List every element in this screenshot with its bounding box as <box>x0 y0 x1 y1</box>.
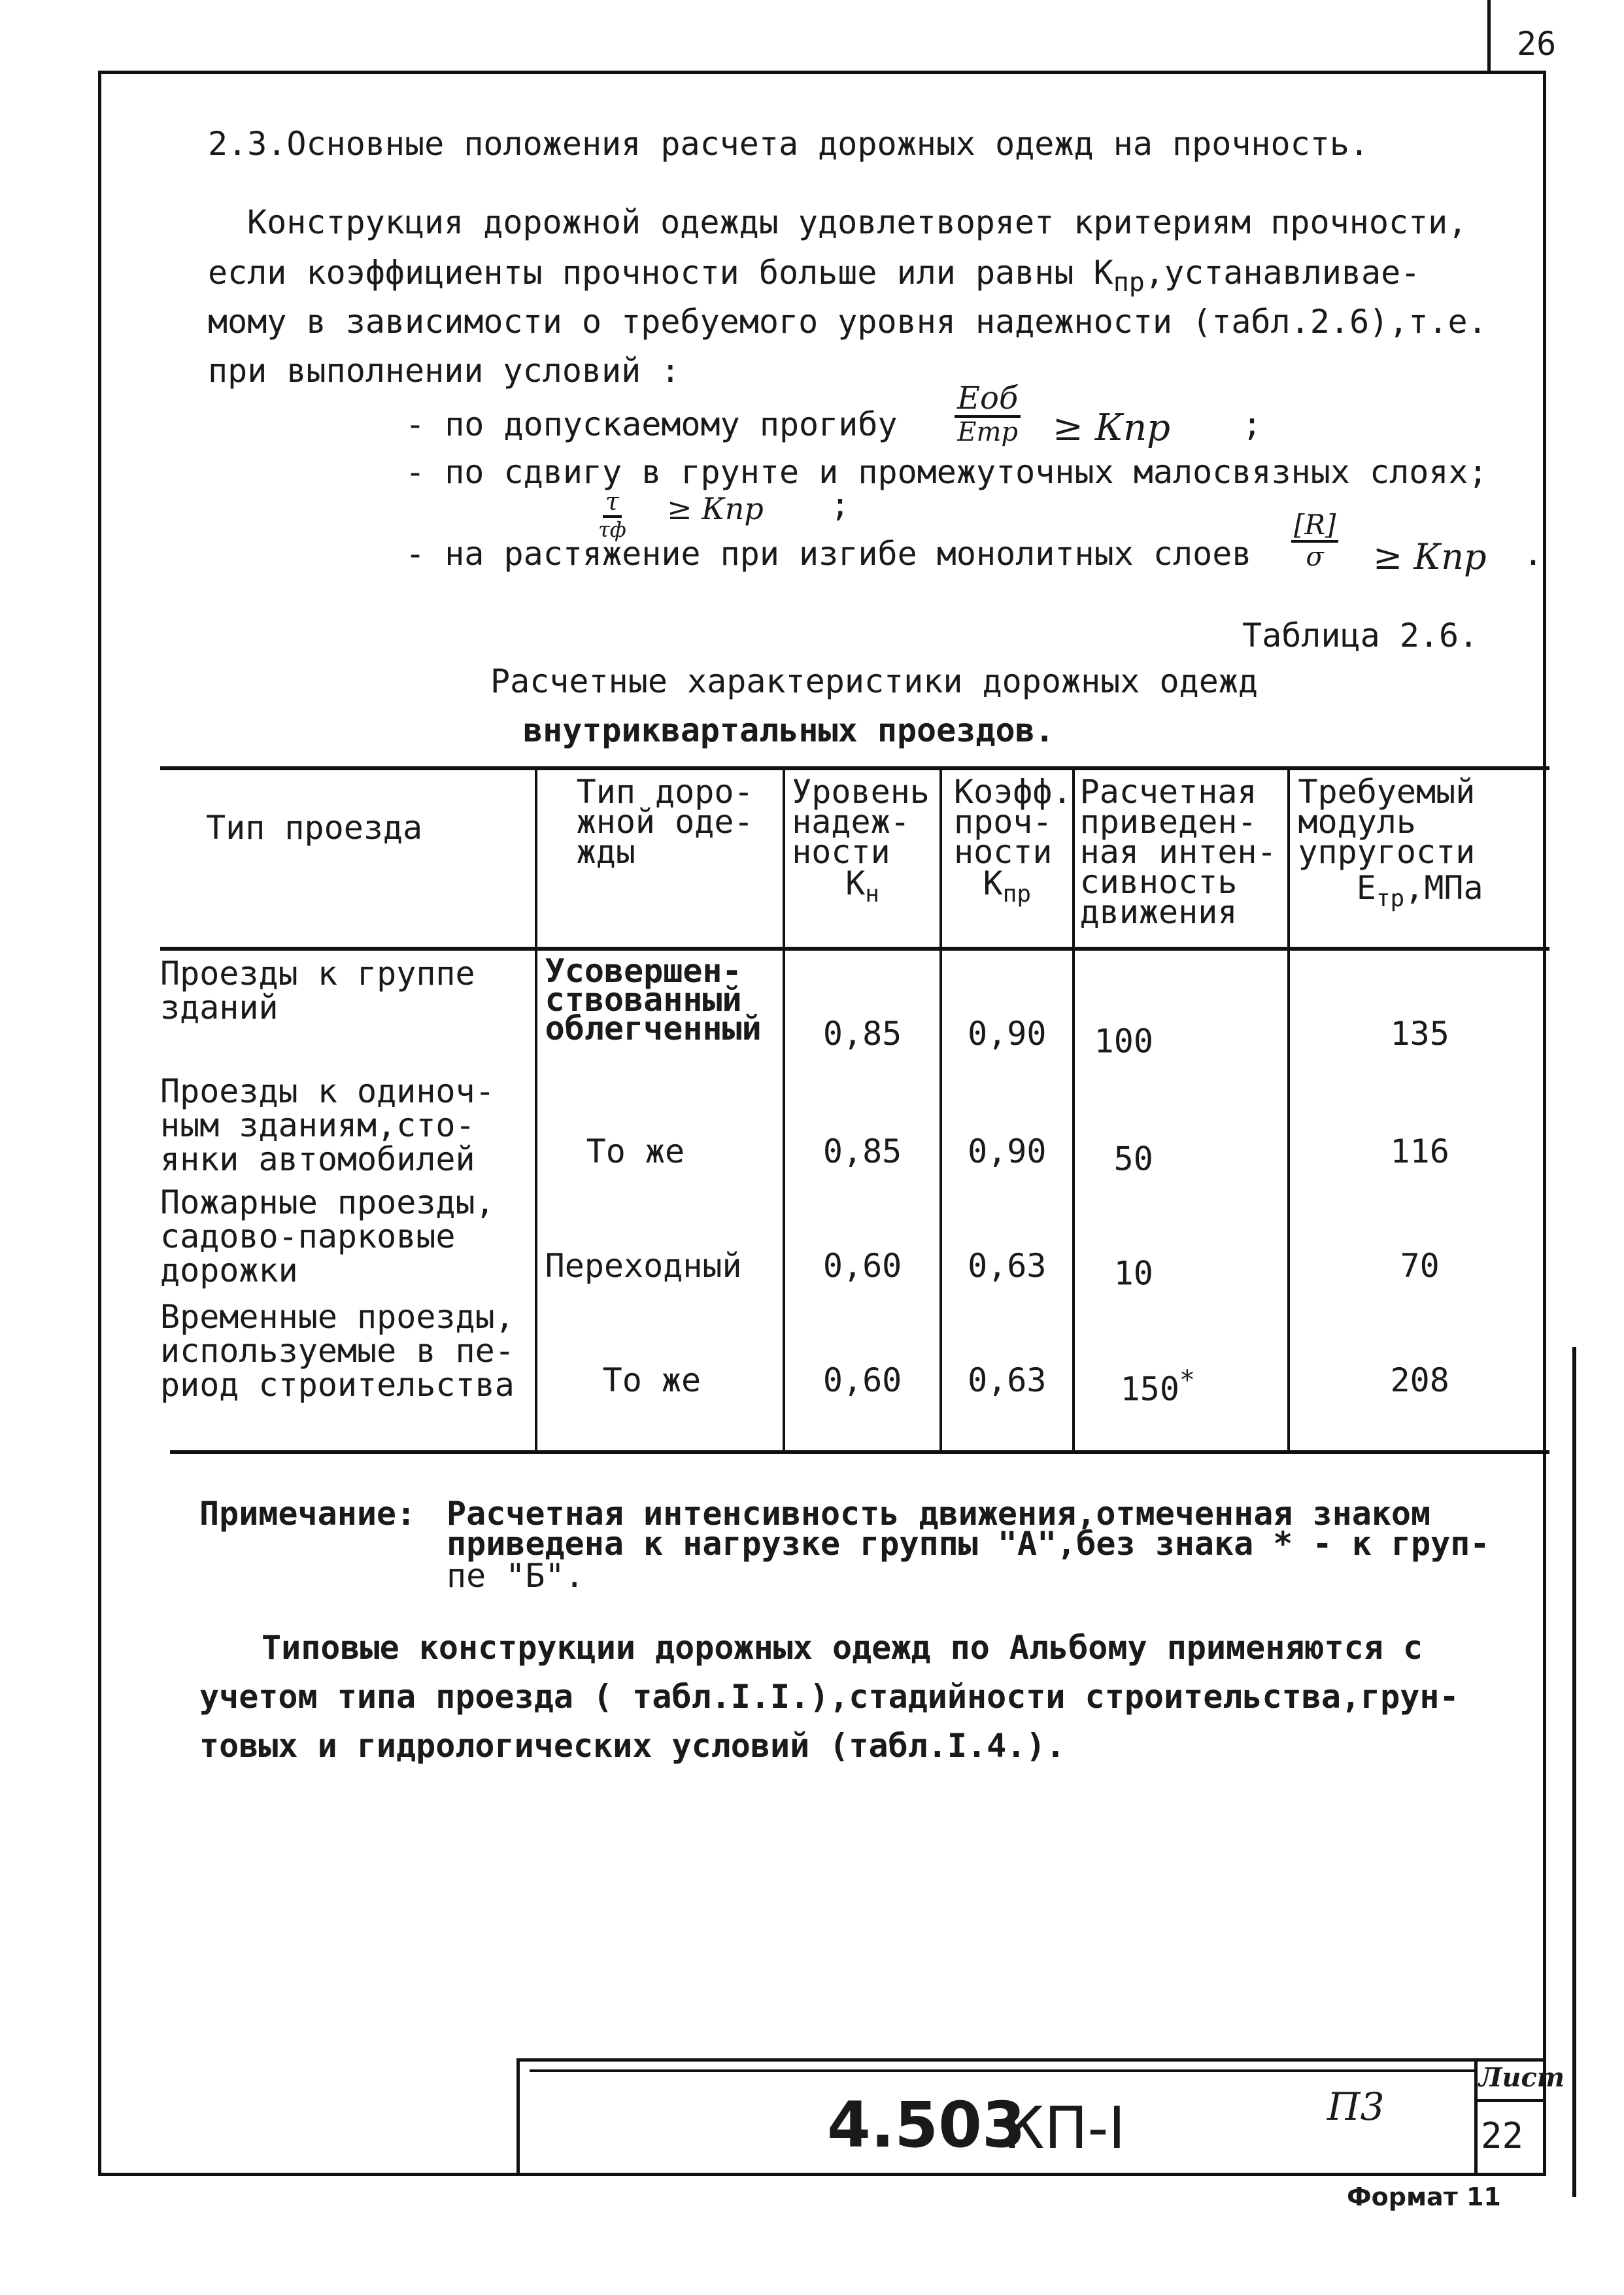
row-3-strength: 0,63 <box>968 1247 1047 1285</box>
row-4-pavement: То же <box>602 1361 702 1399</box>
fraction-shear-den: τф <box>598 517 626 542</box>
document-number: 4.503 <box>827 2088 1026 2162</box>
row-1-strength-cell <box>941 947 1074 1068</box>
row-2-modulus-cell <box>1289 1068 1549 1182</box>
header-modulus-symbol <box>1290 867 1549 920</box>
title-block-sheet-divider <box>1474 2058 1478 2176</box>
fraction-deflection <box>955 382 1021 445</box>
fraction-tension-num: [R] <box>1291 511 1338 543</box>
fraction-deflection-num: Еоб <box>955 382 1021 418</box>
header-cell-type <box>160 770 536 947</box>
row-2-intensity-cell <box>1074 1068 1289 1182</box>
table-header-row <box>160 770 1549 947</box>
row-2-intensity <box>1075 1068 1288 1178</box>
row-1-modulus-cell <box>1289 947 1549 1068</box>
row-3-intensity-cell <box>1074 1182 1289 1297</box>
row-4-intensity <box>1075 1297 1288 1408</box>
header-cell-modulus <box>1289 770 1549 947</box>
format-label: Формат 11 <box>1347 2183 1501 2211</box>
fraction-tension <box>1291 511 1338 570</box>
document-mark: П3 <box>1327 2084 1385 2129</box>
fraction-shear-num: τ <box>603 489 622 518</box>
header-cell-pavement <box>536 770 785 947</box>
condition-deflection: - по допускаемому прогибу <box>405 405 898 443</box>
table-label: Таблица 2.6. <box>1242 617 1479 654</box>
header-pavement: Тип доро- жной оде- жды <box>576 773 754 871</box>
row-3-intensity <box>1075 1182 1288 1292</box>
row-3-reliability-cell <box>784 1182 941 1297</box>
row-3-type: Пожарные проезды, садово-парковые дорожки <box>160 1183 495 1289</box>
fraction-tension-den: σ <box>1306 542 1324 572</box>
note-line-2: приведена к нагрузке группы "А",без знака * - к груп- <box>447 1525 1490 1563</box>
sheet-label: Лист <box>1479 2062 1565 2093</box>
row-4-type: Временные проезды, используемые в пе- риод строительства <box>160 1298 515 1404</box>
characteristics-table <box>160 770 1549 1450</box>
page-number-divider <box>1487 0 1491 72</box>
fraction-deflection-den: Етр <box>957 417 1018 447</box>
row-2-type: Проезды к одиноч- ным зданиям,сто- янки автомобилей <box>160 1072 495 1178</box>
table-title-line-2: внутриквартальных проездов. <box>523 711 1055 749</box>
row-1-modulus: 135 <box>1390 1015 1449 1053</box>
table-row <box>160 1297 1549 1450</box>
header-cell-strength <box>941 770 1074 947</box>
row-4-strength-cell <box>941 1297 1074 1450</box>
row-3-strength-cell <box>941 1182 1074 1297</box>
section-heading: 2.3.Основные положения расчета дорожных одежд на прочность. <box>208 125 1370 163</box>
row-4-modulus-cell <box>1289 1297 1549 1450</box>
row-3-reliability: 0,60 <box>822 1247 902 1285</box>
row-4-intensity-cell <box>1074 1297 1289 1450</box>
header-strength-k: К <box>983 864 1003 902</box>
title-block-sheet-rule <box>1474 2099 1546 2102</box>
row-2-strength-cell <box>941 1068 1074 1182</box>
row-3-pavement: Переходный <box>545 1247 742 1285</box>
row-1-reliability-cell <box>784 947 941 1068</box>
table-title-line-1: Расчетные характеристики дорожных одежд <box>490 662 1258 700</box>
intro-line-3: мому в зависимости о требуемого уровня надежности (табл.2.6),т.е. <box>208 303 1487 341</box>
row-4-pavement-cell <box>536 1297 785 1450</box>
row-3-type-cell <box>160 1182 536 1297</box>
closing-line-2: учетом типа проезда ( табл.I.I.),стадийности строительства,грун- <box>199 1678 1459 1716</box>
header-modulus-unit: ,МПа <box>1404 869 1483 907</box>
row-1-pavement-cell <box>536 947 785 1068</box>
note-line-3: пе "Б". <box>447 1557 584 1595</box>
row-2-pavement-cell <box>536 1068 785 1182</box>
header-reliability-sub: н <box>865 881 879 908</box>
condition-tension-end: . <box>1523 535 1544 573</box>
note-line-1: Расчетная интенсивность движения,отмеченная знаком <box>447 1495 1431 1533</box>
header-cell-intensity <box>1074 770 1289 947</box>
row-4-modulus: 208 <box>1390 1361 1449 1399</box>
row-3-pavement-cell <box>536 1182 785 1297</box>
row-1-intensity <box>1075 947 1288 1060</box>
condition-tension: - на растяжение при изгибе монолитных слоев <box>405 535 1252 573</box>
header-modulus-e: Е <box>1356 869 1376 907</box>
row-2-modulus: 116 <box>1390 1132 1449 1170</box>
document-code: КП-I <box>1004 2094 1126 2162</box>
table-row <box>160 947 1549 1068</box>
row-1-reliability: 0,85 <box>822 1015 902 1053</box>
intro-subscript: пр <box>1113 267 1145 298</box>
header-strength: Коэфф. проч- ности <box>953 773 1072 871</box>
row-1-pavement: Усовершен- ствованный облегченный <box>545 952 762 1047</box>
row-4-reliability: 0,60 <box>822 1361 902 1399</box>
row-2-type-cell <box>160 1068 536 1182</box>
row-1-strength: 0,90 <box>968 1015 1047 1053</box>
title-block-inner-rule <box>530 2069 1474 2072</box>
row-4-intensity-value: 150 <box>1120 1370 1179 1408</box>
condition-shear-relation: ≥ Кпр <box>667 491 764 526</box>
condition-deflection-relation: ≥ Кпр <box>1053 407 1170 449</box>
header-cell-reliability <box>784 770 941 947</box>
row-1-type: Проезды к группе зданий <box>160 955 475 1027</box>
row-1-intensity-cell <box>1074 947 1289 1068</box>
row-3-modulus-cell <box>1289 1182 1549 1297</box>
condition-shear-end: ; <box>830 486 851 524</box>
row-4-strength: 0,63 <box>968 1361 1047 1399</box>
header-modulus-sub: тр <box>1376 885 1405 912</box>
row-2-reliability: 0,85 <box>822 1132 902 1170</box>
intro-line-1: Конструкция дорожной одежды удовлетворяет критериям прочности, <box>247 203 1468 241</box>
header-reliability: Уровень надеж- ности <box>792 773 930 871</box>
intro-line-2-text: если коэффициенты прочности больше или равны К <box>208 254 1113 292</box>
closing-line-1: Типовые конструкции дорожных одежд по Альбому применяются с <box>262 1629 1423 1667</box>
right-margin-line <box>1572 1347 1576 2197</box>
row-3-modulus: 70 <box>1400 1247 1440 1285</box>
row-4-type-cell <box>160 1297 536 1450</box>
row-1-intensity-value: 100 <box>1094 1022 1153 1061</box>
header-reliability-symbol <box>785 864 939 911</box>
table-row <box>160 1182 1549 1297</box>
page-number: 26 <box>1517 25 1557 63</box>
header-strength-symbol <box>942 864 1072 911</box>
closing-line-3: товых и гидрологических условий (табл.I.4.). <box>199 1727 1066 1765</box>
condition-tension-relation: ≥ Кпр <box>1373 536 1487 577</box>
row-1-type-cell <box>160 947 536 1068</box>
table-row <box>160 1068 1549 1182</box>
condition-deflection-end: ; <box>1242 405 1262 443</box>
row-3-intensity-value: 10 <box>1113 1254 1153 1293</box>
sheet-number: 22 <box>1481 2115 1524 2156</box>
header-intensity: Расчетная приведен- ная интен- сивность движения <box>1079 773 1277 931</box>
header-type: Тип проезда <box>206 809 423 847</box>
table-bottom-rule <box>170 1450 1549 1454</box>
row-2-strength: 0,90 <box>968 1132 1047 1170</box>
row-4-intensity-mark: * <box>1179 1365 1196 1395</box>
header-modulus: Требуемый модуль упругости <box>1298 773 1476 871</box>
intro-line-4: при выполнении условий : <box>208 352 681 390</box>
header-reliability-k: К <box>845 864 866 902</box>
row-2-pavement: То же <box>586 1132 685 1170</box>
header-strength-sub: пр <box>1002 881 1032 908</box>
intro-line-2-tail: ,устанавливае- <box>1144 254 1421 292</box>
condition-shear: - по сдвигу в грунте и промежуточных малосвязных слоях; <box>405 453 1488 491</box>
row-2-intensity-value: 50 <box>1113 1140 1153 1178</box>
row-2-reliability-cell <box>784 1068 941 1182</box>
note-label: Примечание: <box>199 1495 416 1533</box>
row-4-reliability-cell <box>784 1297 941 1450</box>
